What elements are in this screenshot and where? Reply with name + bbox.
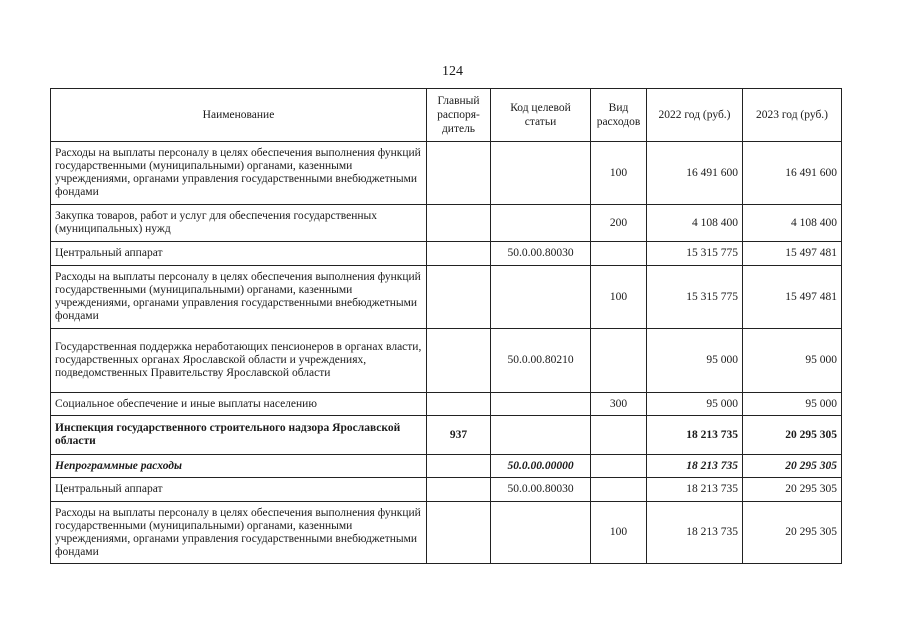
row-2023: 95 000 [743, 393, 842, 416]
row-2023: 95 000 [743, 329, 842, 393]
row-kind: 100 [591, 266, 647, 329]
header-grbs: Главный распоря-дитель [427, 89, 491, 142]
row-grbs [427, 242, 491, 266]
row-name: Инспекция государственного строительного надзора Ярославской области [51, 416, 427, 455]
row-grbs [427, 142, 491, 205]
row-kind [591, 416, 647, 455]
table-row [51, 416, 842, 455]
table-row [51, 455, 842, 478]
table-row [51, 393, 842, 416]
table-row [51, 329, 842, 393]
table-row [51, 478, 842, 502]
table-row [51, 266, 842, 329]
table-row [51, 142, 842, 205]
row-name: Социальное обеспечение и иные выплаты населению [51, 393, 427, 416]
row-grbs [427, 502, 491, 564]
row-name: Центральный аппарат [51, 478, 427, 502]
row-code [491, 502, 591, 564]
row-2023: 4 108 400 [743, 205, 842, 242]
row-code [491, 142, 591, 205]
row-2022: 15 315 775 [647, 242, 743, 266]
row-name: Закупка товаров, работ и услуг для обеспечения государственных (муниципальных) нужд [51, 205, 427, 242]
row-2023: 20 295 305 [743, 478, 842, 502]
row-kind: 100 [591, 502, 647, 564]
row-grbs [427, 266, 491, 329]
row-code: 50.0.00.80210 [491, 329, 591, 393]
row-grbs [427, 478, 491, 502]
header-2022: 2022 год (руб.) [647, 89, 743, 142]
row-grbs [427, 393, 491, 416]
row-code: 50.0.00.00000 [491, 455, 591, 478]
row-kind: 300 [591, 393, 647, 416]
row-2023: 16 491 600 [743, 142, 842, 205]
row-2022: 95 000 [647, 393, 743, 416]
row-code [491, 416, 591, 455]
row-kind [591, 455, 647, 478]
row-2023: 20 295 305 [743, 416, 842, 455]
row-kind [591, 478, 647, 502]
row-2022: 18 213 735 [647, 416, 743, 455]
row-2022: 4 108 400 [647, 205, 743, 242]
row-2023: 15 497 481 [743, 242, 842, 266]
header-name: Наименование [51, 89, 427, 142]
row-kind [591, 242, 647, 266]
row-code [491, 266, 591, 329]
row-name: Центральный аппарат [51, 242, 427, 266]
row-2022: 95 000 [647, 329, 743, 393]
row-name: Государственная поддержка неработающих пенсионеров в органах власти, государственных органах Ярославской области и учреждениях, подведомственных Правительству Ярославской области [51, 329, 427, 393]
row-name: Расходы на выплаты персоналу в целях обеспечения выполнения функций государственными (муниципальными) органами, казенными учреждениями, органами управления государственными внебюджетными фондами [51, 142, 427, 205]
row-grbs [427, 329, 491, 393]
row-2022: 16 491 600 [647, 142, 743, 205]
row-2023: 20 295 305 [743, 502, 842, 564]
row-grbs [427, 205, 491, 242]
header-2023: 2023 год (руб.) [743, 89, 842, 142]
table-row [51, 242, 842, 266]
row-2022: 15 315 775 [647, 266, 743, 329]
table-row [51, 502, 842, 564]
row-2022: 18 213 735 [647, 502, 743, 564]
table-row [51, 205, 842, 242]
row-code: 50.0.00.80030 [491, 242, 591, 266]
header-code: Код целевой статьи [491, 89, 591, 142]
row-code [491, 393, 591, 416]
row-2022: 18 213 735 [647, 478, 743, 502]
row-code [491, 205, 591, 242]
row-2023: 15 497 481 [743, 266, 842, 329]
row-code: 50.0.00.80030 [491, 478, 591, 502]
row-grbs [427, 455, 491, 478]
row-kind: 100 [591, 142, 647, 205]
budget-table [50, 88, 842, 564]
row-2022: 18 213 735 [647, 455, 743, 478]
row-name: Непрограммные расходы [51, 455, 427, 478]
header-kind: Вид расходов [591, 89, 647, 142]
row-kind: 200 [591, 205, 647, 242]
row-kind [591, 329, 647, 393]
row-name: Расходы на выплаты персоналу в целях обеспечения выполнения функций государственными (муниципальными) органами, казенными учреждениями, органами управления государственными внебюджетными фондами [51, 502, 427, 564]
row-grbs: 937 [427, 416, 491, 455]
page-number: 124 [442, 64, 463, 79]
row-name: Расходы на выплаты персоналу в целях обеспечения выполнения функций государственными (муниципальными) органами, казенными учреждениями, органами управления государственными внебюджетными фондами [51, 266, 427, 329]
table-header-row [51, 89, 842, 142]
row-2023: 20 295 305 [743, 455, 842, 478]
